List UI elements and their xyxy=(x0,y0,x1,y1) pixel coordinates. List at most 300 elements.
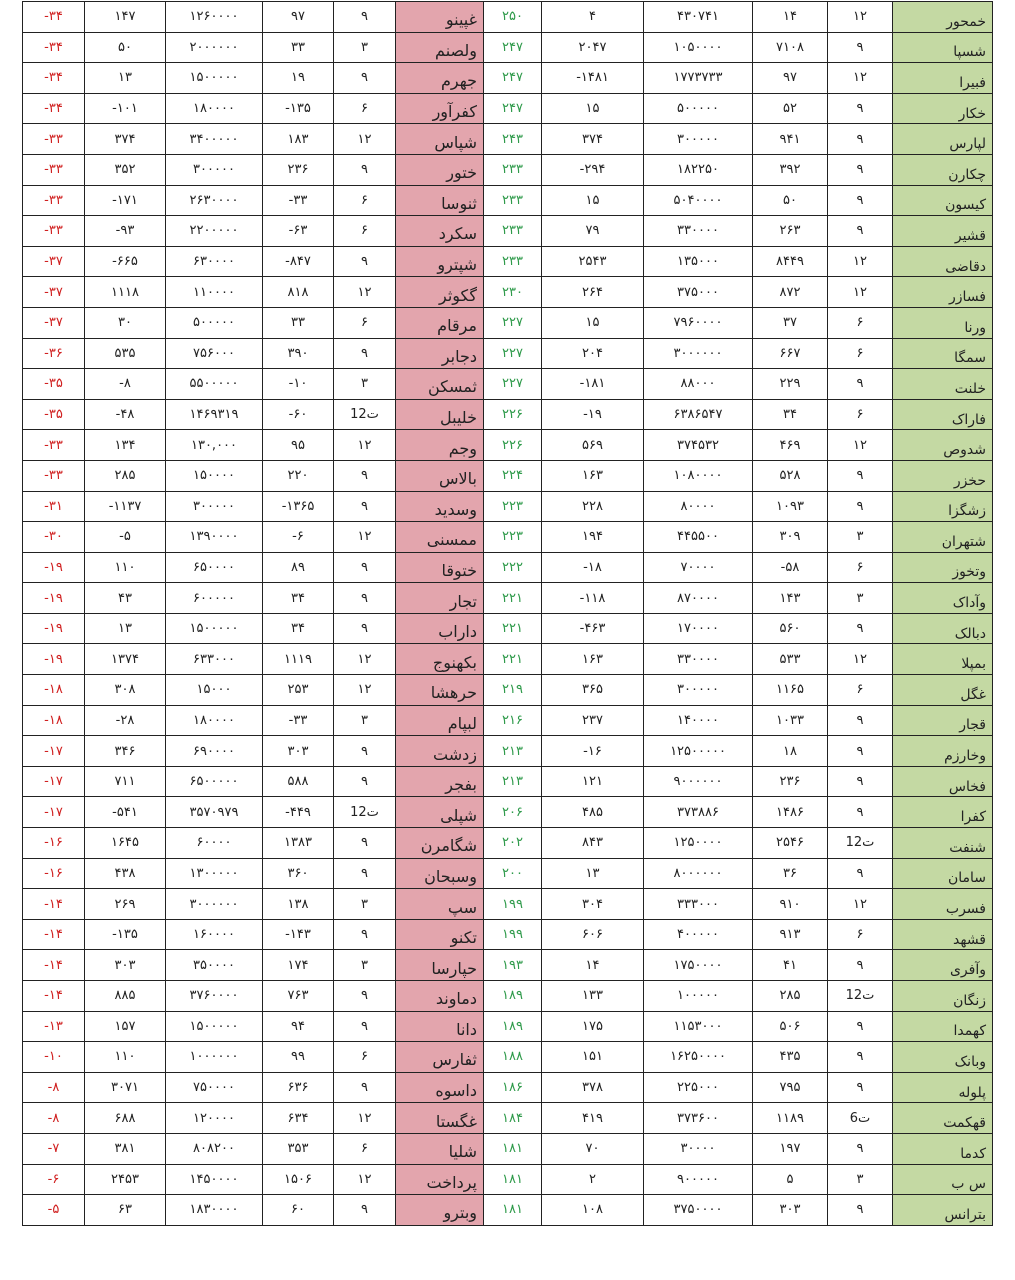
value-j-cell: ۲۸۵ xyxy=(753,981,828,1012)
value-e-cell: 12ت xyxy=(334,399,396,430)
table-row xyxy=(23,1195,993,1226)
symbol-a-label: جهرم xyxy=(441,71,477,91)
value-e-cell: ۹ xyxy=(334,63,396,94)
symbol-b-label: حخزر xyxy=(953,472,986,489)
value-i-cell: ۱۰۸۰۰۰۰ xyxy=(644,460,753,491)
table-row xyxy=(23,889,993,920)
symbol-b-cell xyxy=(893,1011,993,1042)
table-row xyxy=(23,491,993,522)
symbol-a-label: شگامرن xyxy=(420,836,477,856)
change-pct-cell: -۳۴ xyxy=(23,32,85,63)
symbol-a-cell xyxy=(396,399,484,430)
score-cell: ۲۲۱ xyxy=(484,613,542,644)
value-h-cell: ۳۷۴ xyxy=(542,124,644,155)
value-h-cell: -۱۱۸ xyxy=(542,583,644,614)
symbol-a-label: شپاس xyxy=(434,132,477,152)
symbol-a-cell xyxy=(396,675,484,706)
value-k-cell: ۱۲ xyxy=(828,889,893,920)
value-h-cell: ۲۰۴ xyxy=(542,338,644,369)
value-d-cell: -۱۳۵ xyxy=(263,93,334,124)
symbol-b-cell xyxy=(893,63,993,94)
symbol-b-label: غگل xyxy=(960,686,986,703)
symbol-b-cell xyxy=(893,2,993,33)
value-d-cell: ۳۴ xyxy=(263,613,334,644)
value-d-cell: ۱۱۱۹ xyxy=(263,644,334,675)
value-j-cell: ۱۴۸۶ xyxy=(753,797,828,828)
change-pct-cell: -۳۴ xyxy=(23,93,85,124)
symbol-b-label: فاراک xyxy=(951,411,986,428)
value-b-cell: ۴۳۸ xyxy=(85,858,166,889)
table-row xyxy=(23,766,993,797)
symbol-b-label: وخارزم xyxy=(944,748,986,765)
score-cell: ۲۴۷ xyxy=(484,93,542,124)
value-c-cell: ۱۶۰۰۰۰ xyxy=(166,919,263,950)
value-d-cell: ۳۹۰ xyxy=(263,338,334,369)
table-row xyxy=(23,950,993,981)
symbol-a-cell xyxy=(396,1164,484,1195)
symbol-a-cell xyxy=(396,124,484,155)
value-i-cell: ۴۴۵۵۰۰ xyxy=(644,522,753,553)
value-e-cell: ۹ xyxy=(334,1011,396,1042)
change-pct-cell: -۳۳ xyxy=(23,216,85,247)
value-h-cell: ۱۲۱ xyxy=(542,766,644,797)
change-pct-cell: -۱۳ xyxy=(23,1011,85,1042)
value-b-cell: ۳۴۶ xyxy=(85,736,166,767)
value-i-cell: ۳۳۰۰۰۰ xyxy=(644,216,753,247)
symbol-b-cell xyxy=(893,246,993,277)
table-row xyxy=(23,1042,993,1073)
value-c-cell: ۷۵۶۰۰۰ xyxy=(166,338,263,369)
value-h-cell: -۱۸۱ xyxy=(542,369,644,400)
value-j-cell: ۷۹۵ xyxy=(753,1072,828,1103)
table-row xyxy=(23,1103,993,1134)
value-h-cell: ۲۳۷ xyxy=(542,705,644,736)
symbol-b-label: ورنا xyxy=(964,319,986,336)
value-c-cell: ۵۰۰۰۰۰ xyxy=(166,307,263,338)
value-i-cell: ۷۹۶۰۰۰۰ xyxy=(644,307,753,338)
value-h-cell: ۷۰ xyxy=(542,1133,644,1164)
symbol-b-label: قشهد xyxy=(953,931,986,948)
change-pct-cell: -۳۳ xyxy=(23,154,85,185)
value-e-cell: ۳ xyxy=(334,889,396,920)
symbol-b-label: وتخوز xyxy=(952,564,986,581)
value-c-cell: ۲۶۳۰۰۰۰ xyxy=(166,185,263,216)
value-b-cell: ۸۸۵ xyxy=(85,981,166,1012)
value-c-cell: ۷۵۰۰۰۰ xyxy=(166,1072,263,1103)
table-row xyxy=(23,522,993,553)
change-pct-cell: -۱۹ xyxy=(23,552,85,583)
symbol-b-label: کیسون xyxy=(945,197,986,214)
symbol-b-label: بترانس xyxy=(944,1206,986,1223)
value-c-cell: ۱۳۰۰۰۰۰ xyxy=(166,858,263,889)
table-row xyxy=(23,63,993,94)
value-i-cell: ۳۷۴۵۳۲ xyxy=(644,430,753,461)
symbol-b-cell xyxy=(893,981,993,1012)
symbol-a-cell xyxy=(396,950,484,981)
change-pct-cell: -۱۷ xyxy=(23,797,85,828)
symbol-a-label: غگستا xyxy=(435,1111,477,1131)
change-pct-cell: -۱۶ xyxy=(23,828,85,859)
symbol-b-cell xyxy=(893,1164,993,1195)
value-c-cell: ۳۰۰۰۰۰ xyxy=(166,154,263,185)
score-cell: ۲۴۷ xyxy=(484,32,542,63)
value-b-cell: ۶۸۸ xyxy=(85,1103,166,1134)
symbol-a-cell xyxy=(396,613,484,644)
value-d-cell: ۲۳۶ xyxy=(263,154,334,185)
value-j-cell: ۳۴ xyxy=(753,399,828,430)
symbol-b-cell xyxy=(893,613,993,644)
score-cell: ۲۳۳ xyxy=(484,246,542,277)
value-e-cell: ۱۲ xyxy=(334,1103,396,1134)
value-d-cell: -۱۴۳ xyxy=(263,919,334,950)
value-c-cell: ۲۰۰۰۰۰۰ xyxy=(166,32,263,63)
change-pct-cell: -۳۰ xyxy=(23,522,85,553)
value-j-cell: ۱۰۹۳ xyxy=(753,491,828,522)
symbol-a-cell xyxy=(396,460,484,491)
value-i-cell: ۳۷۵۰۰۰۰ xyxy=(644,1195,753,1226)
value-h-cell: ۲۲۸ xyxy=(542,491,644,522)
value-d-cell: ۳۵۳ xyxy=(263,1133,334,1164)
symbol-a-cell xyxy=(396,889,484,920)
value-j-cell: ۴۱ xyxy=(753,950,828,981)
value-c-cell: ۵۵۰۰۰۰۰ xyxy=(166,369,263,400)
change-pct-cell: -۳۱ xyxy=(23,491,85,522)
change-pct-cell: -۱۸ xyxy=(23,705,85,736)
value-i-cell: ۱۸۲۲۵۰ xyxy=(644,154,753,185)
value-i-cell: ۶۳۸۶۵۴۷ xyxy=(644,399,753,430)
value-k-cell: ۹ xyxy=(828,766,893,797)
value-d-cell: ۹۴ xyxy=(263,1011,334,1042)
symbol-a-cell xyxy=(396,154,484,185)
value-i-cell: ۱۷۷۳۷۳۳ xyxy=(644,63,753,94)
value-d-cell: ۸۱۸ xyxy=(263,277,334,308)
value-c-cell: ۳۰۰۰۰۰۰ xyxy=(166,889,263,920)
symbol-a-cell xyxy=(396,1072,484,1103)
ranking-table-sheet xyxy=(22,1,992,1279)
score-cell: ۲۳۳ xyxy=(484,216,542,247)
value-c-cell: ۳۰۰۰۰۰ xyxy=(166,491,263,522)
value-e-cell: ۹ xyxy=(334,919,396,950)
score-cell: ۲۲۱ xyxy=(484,583,542,614)
value-k-cell: ۹ xyxy=(828,185,893,216)
symbol-b-label: زشگزا xyxy=(948,503,986,520)
score-cell: ۲۵۰ xyxy=(484,2,542,33)
symbol-b-label: وآفری xyxy=(949,962,986,979)
value-b-cell: ۳۵۲ xyxy=(85,154,166,185)
value-h-cell: ۱۵ xyxy=(542,185,644,216)
value-j-cell: ۵۶۰ xyxy=(753,613,828,644)
table-row xyxy=(23,460,993,491)
change-pct-cell: -۱۹ xyxy=(23,613,85,644)
value-b-cell: ۱۳۴ xyxy=(85,430,166,461)
value-d-cell: ۶۳۴ xyxy=(263,1103,334,1134)
table-row xyxy=(23,124,993,155)
value-i-cell: ۵۰۰۰۰۰ xyxy=(644,93,753,124)
symbol-b-label: چکارن xyxy=(948,166,986,183)
symbol-a-label: ختور xyxy=(446,163,477,183)
value-c-cell: ۳۵۰۰۰۰ xyxy=(166,950,263,981)
score-cell: ۲۱۹ xyxy=(484,675,542,706)
value-j-cell: ۲۵۴۶ xyxy=(753,828,828,859)
value-i-cell: ۹۰۰۰۰۰ xyxy=(644,1164,753,1195)
table-row xyxy=(23,919,993,950)
symbol-a-cell xyxy=(396,858,484,889)
symbol-b-cell xyxy=(893,460,993,491)
score-cell: ۱۹۳ xyxy=(484,950,542,981)
symbol-a-label: گکوثر xyxy=(439,285,477,305)
value-j-cell: ۷۱۰۸ xyxy=(753,32,828,63)
value-b-cell: ۱۶۴۵ xyxy=(85,828,166,859)
value-e-cell: ۶ xyxy=(334,1042,396,1073)
value-b-cell: ۳۸۱ xyxy=(85,1133,166,1164)
value-k-cell: ۱۲ xyxy=(828,430,893,461)
value-e-cell: ۱۲ xyxy=(334,1164,396,1195)
symbol-a-label: وسبحان xyxy=(424,866,477,886)
value-h-cell: ۳۶۵ xyxy=(542,675,644,706)
value-j-cell: ۵ xyxy=(753,1164,828,1195)
change-pct-cell: -۶ xyxy=(23,1164,85,1195)
value-d-cell: ۱۹ xyxy=(263,63,334,94)
score-cell: ۲۱۳ xyxy=(484,766,542,797)
symbol-a-label: بفجر xyxy=(445,775,477,795)
table-row xyxy=(23,828,993,859)
value-c-cell: ۱۵۰۰۰۰۰ xyxy=(166,613,263,644)
table-row xyxy=(23,216,993,247)
symbol-a-label: تجار xyxy=(449,591,477,611)
change-pct-cell: -۸ xyxy=(23,1103,85,1134)
value-k-cell: ۹ xyxy=(828,1072,893,1103)
value-c-cell: ۳۷۶۰۰۰۰ xyxy=(166,981,263,1012)
symbol-b-label: س ب xyxy=(951,1176,986,1193)
value-b-cell: ۱۱۰ xyxy=(85,1042,166,1073)
symbol-a-cell xyxy=(396,1103,484,1134)
change-pct-cell: -۳۷ xyxy=(23,277,85,308)
value-h-cell: ۱۳۳ xyxy=(542,981,644,1012)
value-h-cell: -۴۶۳ xyxy=(542,613,644,644)
value-j-cell: ۵۲۸ xyxy=(753,460,828,491)
score-cell: ۱۸۸ xyxy=(484,1042,542,1073)
symbol-a-label: ولصنم xyxy=(435,40,477,60)
symbol-a-label: ثمسکن xyxy=(428,377,477,397)
value-d-cell: ۲۲۰ xyxy=(263,460,334,491)
score-cell: ۲۳۰ xyxy=(484,277,542,308)
value-j-cell: ۳۷ xyxy=(753,307,828,338)
value-j-cell: ۱۴ xyxy=(753,2,828,33)
symbol-a-label: بالاس xyxy=(439,469,477,489)
symbol-a-label: حپارسا xyxy=(431,958,477,978)
symbol-b-label: سامان xyxy=(947,870,986,887)
value-i-cell: ۴۰۰۰۰۰ xyxy=(644,919,753,950)
change-pct-cell: -۳۷ xyxy=(23,246,85,277)
value-j-cell: ۴۳۵ xyxy=(753,1042,828,1073)
symbol-b-label: فسازر xyxy=(949,289,986,306)
value-d-cell: ۵۸۸ xyxy=(263,766,334,797)
change-pct-cell: -۳۵ xyxy=(23,399,85,430)
value-j-cell: ۱۴۳ xyxy=(753,583,828,614)
change-pct-cell: -۳۵ xyxy=(23,369,85,400)
score-cell: ۲۲۱ xyxy=(484,644,542,675)
value-i-cell: ۳۰۰۰۰۰ xyxy=(644,675,753,706)
symbol-b-label: شنفت xyxy=(949,839,986,856)
symbol-b-cell xyxy=(893,736,993,767)
symbol-b-cell xyxy=(893,93,993,124)
symbol-b-cell xyxy=(893,1072,993,1103)
value-c-cell: ۱۱۰۰۰۰ xyxy=(166,277,263,308)
value-e-cell: ۱۲ xyxy=(334,644,396,675)
value-j-cell: ۹۱۳ xyxy=(753,919,828,950)
value-b-cell: ۱۵۷ xyxy=(85,1011,166,1042)
score-cell: ۲۲۶ xyxy=(484,399,542,430)
value-b-cell: ۲۸۵ xyxy=(85,460,166,491)
symbol-a-label: ختوقا xyxy=(441,560,477,580)
value-b-cell: ۳۰۷۱ xyxy=(85,1072,166,1103)
table-row xyxy=(23,736,993,767)
value-d-cell: ۳۳ xyxy=(263,307,334,338)
value-c-cell: ۶۹۰۰۰۰ xyxy=(166,736,263,767)
symbol-b-label: پلوله xyxy=(958,1084,986,1101)
table-row xyxy=(23,185,993,216)
score-cell: ۲۱۶ xyxy=(484,705,542,736)
table-row xyxy=(23,399,993,430)
table-row xyxy=(23,675,993,706)
value-i-cell: ۴۳۰۷۴۱ xyxy=(644,2,753,33)
symbol-b-label: کفرا xyxy=(960,809,986,826)
value-k-cell: ۹ xyxy=(828,460,893,491)
value-h-cell: ۱۹۴ xyxy=(542,522,644,553)
value-b-cell: ۵۰ xyxy=(85,32,166,63)
symbol-a-label: شلیا xyxy=(448,1142,477,1162)
symbol-b-label: دبالک xyxy=(954,625,986,642)
symbol-b-cell xyxy=(893,216,993,247)
score-cell: ۲۳۳ xyxy=(484,185,542,216)
symbol-b-cell xyxy=(893,705,993,736)
value-b-cell: ۷۱۱ xyxy=(85,766,166,797)
score-cell: ۱۹۹ xyxy=(484,889,542,920)
symbol-b-cell xyxy=(893,338,993,369)
symbol-a-label: مرقام xyxy=(437,316,477,336)
value-e-cell: ۱۲ xyxy=(334,430,396,461)
value-d-cell: ۶۰ xyxy=(263,1195,334,1226)
value-i-cell: ۳۷۳۸۸۶ xyxy=(644,797,753,828)
value-k-cell: ۹ xyxy=(828,613,893,644)
value-i-cell: ۲۲۵۰۰۰ xyxy=(644,1072,753,1103)
value-e-cell: ۳ xyxy=(334,32,396,63)
value-k-cell: ۳ xyxy=(828,1164,893,1195)
value-h-cell: ۴۸۵ xyxy=(542,797,644,828)
symbol-a-cell xyxy=(396,705,484,736)
symbol-a-label: بکهنوج xyxy=(432,652,477,672)
value-i-cell: ۸۰۰۰۰ xyxy=(644,491,753,522)
symbol-a-label: کفرآور xyxy=(432,102,477,122)
symbol-b-cell xyxy=(893,583,993,614)
symbol-a-cell xyxy=(396,828,484,859)
symbol-a-label: سپ xyxy=(447,897,477,917)
value-d-cell: ۹۹ xyxy=(263,1042,334,1073)
score-cell: ۱۸۴ xyxy=(484,1103,542,1134)
symbol-a-cell xyxy=(396,277,484,308)
value-c-cell: ۱۳۹۰۰۰۰ xyxy=(166,522,263,553)
value-d-cell: -۸۴۷ xyxy=(263,246,334,277)
value-i-cell: ۱۳۵۰۰۰ xyxy=(644,246,753,277)
symbol-b-cell xyxy=(893,919,993,950)
value-b-cell: -۹۳ xyxy=(85,216,166,247)
value-i-cell: ۳۷۵۰۰۰ xyxy=(644,277,753,308)
symbol-a-cell xyxy=(396,552,484,583)
value-j-cell: ۲۲۹ xyxy=(753,369,828,400)
table-row xyxy=(23,1133,993,1164)
score-cell: ۲۲۴ xyxy=(484,460,542,491)
value-j-cell: ۳۶ xyxy=(753,858,828,889)
value-e-cell: ۹ xyxy=(334,736,396,767)
value-c-cell: ۱۸۰۰۰۰ xyxy=(166,705,263,736)
score-cell: ۱۸۱ xyxy=(484,1164,542,1195)
value-d-cell: ۱۸۳ xyxy=(263,124,334,155)
symbol-b-label: خلنت xyxy=(954,380,986,397)
value-c-cell: ۱۸۰۰۰۰ xyxy=(166,93,263,124)
symbol-b-label: کدما xyxy=(960,1145,986,1162)
value-e-cell: ۹ xyxy=(334,858,396,889)
symbol-a-label: وجم xyxy=(448,438,477,458)
value-i-cell: ۳۷۳۶۰۰ xyxy=(644,1103,753,1134)
symbol-a-cell xyxy=(396,369,484,400)
value-d-cell: ۳۰۳ xyxy=(263,736,334,767)
value-j-cell: ۴۶۹ xyxy=(753,430,828,461)
value-h-cell: ۴۱۹ xyxy=(542,1103,644,1134)
table-row xyxy=(23,981,993,1012)
value-j-cell: ۲۳۶ xyxy=(753,766,828,797)
symbol-a-cell xyxy=(396,32,484,63)
table-row xyxy=(23,369,993,400)
value-d-cell: ۹۷ xyxy=(263,2,334,33)
value-d-cell: ۲۵۳ xyxy=(263,675,334,706)
value-k-cell: ۹ xyxy=(828,736,893,767)
value-j-cell: ۹۱۰ xyxy=(753,889,828,920)
value-k-cell: ۶ xyxy=(828,675,893,706)
value-c-cell: ۱۰۰۰۰۰۰ xyxy=(166,1042,263,1073)
value-h-cell: ۴ xyxy=(542,2,644,33)
value-h-cell: ۲۵۴۳ xyxy=(542,246,644,277)
value-e-cell: ۹ xyxy=(334,981,396,1012)
symbol-a-cell xyxy=(396,63,484,94)
value-d-cell: -۶۳ xyxy=(263,216,334,247)
value-d-cell: -۶۰ xyxy=(263,399,334,430)
score-cell: ۱۸۶ xyxy=(484,1072,542,1103)
value-k-cell: ۹ xyxy=(828,1195,893,1226)
value-k-cell: ۹ xyxy=(828,93,893,124)
value-b-cell: ۱۳ xyxy=(85,63,166,94)
change-pct-cell: -۱۶ xyxy=(23,858,85,889)
value-b-cell: ۴۳ xyxy=(85,583,166,614)
symbol-b-cell xyxy=(893,124,993,155)
value-b-cell: -۶۶۵ xyxy=(85,246,166,277)
symbol-b-label: بمپلا xyxy=(961,656,986,673)
score-cell: ۱۸۹ xyxy=(484,1011,542,1042)
value-i-cell: ۱۲۵۰۰۰۰ xyxy=(644,828,753,859)
change-pct-cell: -۱۷ xyxy=(23,766,85,797)
value-k-cell: 12ت xyxy=(828,828,893,859)
value-i-cell: ۳۳۰۰۰۰ xyxy=(644,644,753,675)
value-h-cell: ۱۵۱ xyxy=(542,1042,644,1073)
symbol-b-cell xyxy=(893,154,993,185)
change-pct-cell: -۱۹ xyxy=(23,644,85,675)
value-h-cell: ۱۰۸ xyxy=(542,1195,644,1226)
value-d-cell: ۱۳۸ xyxy=(263,889,334,920)
table-row xyxy=(23,858,993,889)
value-h-cell: ۲۰۴۷ xyxy=(542,32,644,63)
table-row xyxy=(23,583,993,614)
symbol-b-label: قهکمت xyxy=(943,1115,986,1132)
value-k-cell: ۶ xyxy=(828,552,893,583)
